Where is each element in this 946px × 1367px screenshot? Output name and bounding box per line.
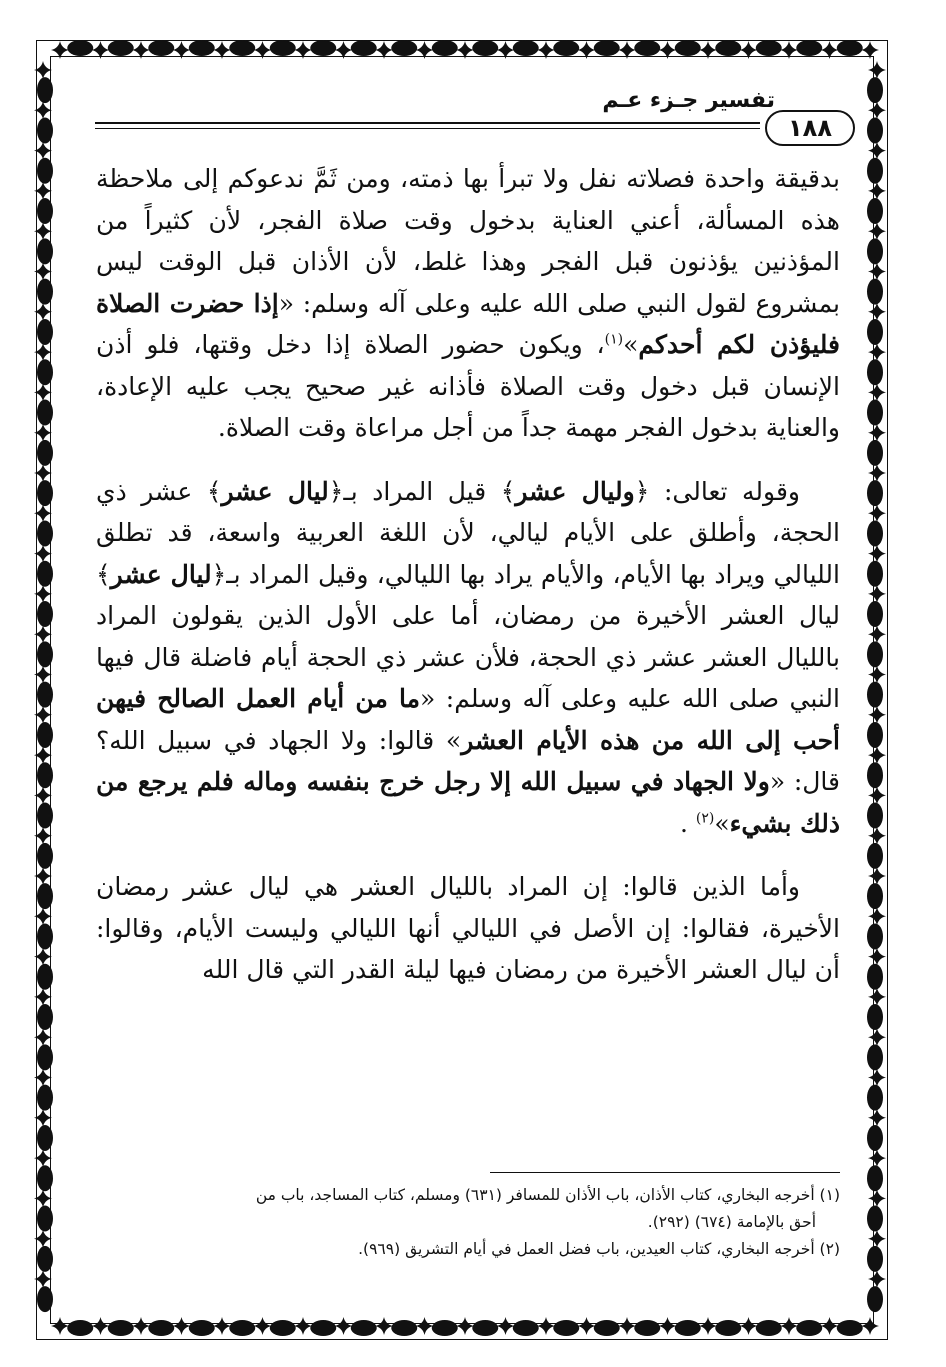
header-rule-thin <box>95 128 760 129</box>
footnote-text: (٢) أخرجه البخاري، كتاب العيدين، باب فضل العمل في أيام التشريق (٩٦٩). <box>358 1240 840 1258</box>
paragraph-1 <box>96 158 840 449</box>
quran-quote: ليال عشر <box>110 559 212 589</box>
footnote-ref-2: (٢) <box>695 810 715 827</box>
main-text <box>96 158 840 991</box>
text-run: وقوله تعالى: ﴿ <box>634 476 800 506</box>
text-run: . <box>679 808 696 838</box>
quran-quote: وليال عشر <box>515 476 635 506</box>
header-rule <box>95 122 760 124</box>
footnotes <box>80 1182 840 1263</box>
text-run: ﴾ قيل المراد بـ﴿ <box>328 476 516 506</box>
footnote-2 <box>80 1236 840 1263</box>
paragraph-3 <box>96 866 840 991</box>
text-run: » قالوا: ولا الجهاد في سبيل الله؟ قال: « <box>96 725 840 796</box>
footnote-text: أحق بالإمامة (٦٧٤) (٢٩٢). <box>647 1213 816 1231</box>
footnote-text: (١) أخرجه البخاري، كتاب الأذان، باب الأذان للمسافر (٦٣١) ومسلم، كتاب المساجد، باب من <box>255 1186 840 1204</box>
paragraph-2 <box>96 471 840 845</box>
text-run: ﴾ عشر ذي الحجة، وأطلق على الأيام ليالي، لأن اللغة العربية واسعة، قد تطلق الليالي ويراد بها الأيام، والأيام يراد بها الليالي، وقيل المراد بـ﴿ <box>96 476 840 589</box>
text-run: ﴾ ليال العشر الأخيرة من رمضان، أما على الأول الذين يقولون المراد بالليال العشر عشر ذي الحجة، فلأن عشر ذي الحجة أيام فاضلة قال فيها النبي صلى الله عليه وعلى آله وسلم: « <box>96 559 840 713</box>
text-run: » <box>714 808 730 838</box>
quran-quote: ليال عشر <box>221 476 329 506</box>
page-header <box>95 82 855 162</box>
hadith-quote: إذا حضرت الصلاة فليؤذن لكم أحدكم <box>96 288 840 359</box>
hadith-quote: ولا الجهاد في سبيل الله إلا رجل خرج بنفسه وماله فلم يرجع من ذلك بشيء <box>96 767 840 838</box>
footnote-separator <box>490 1172 840 1173</box>
text-run: بدقيقة واحدة فصلاته نفل ولا تبرأ بها ذمته، ومن ثَمَّ ندعوكم إلى ملاحظة هذه المسألة، أعني العناية بدخول وقت صلاة الفجر، لأن كثيراً من المؤذنين يؤذنون قبل الفجر وهذا غلط، لأن الأذان قبل الوقت ليس بمشروع لقول النبي صلى الله عليه وعلى آله وسلم: « <box>96 164 841 318</box>
text-run: وأما الذين قالوا: إن المراد بالليال العشر هي ليال عشر رمضان الأخيرة، فقالوا: إن الأصل في الليالي أنها الليالي وليست الأيام، وقالوا: أن ليال العشر الأخيرة من رمضان فيها ليلة القدر التي قال الله <box>96 872 840 984</box>
running-title: تفسير جـزء عـم <box>602 88 775 113</box>
page-number: ١٨٨ <box>765 110 855 146</box>
hadith-quote: ما من أيام العمل الصالح فيهن أحب إلى الله من هذه الأيام العشر <box>96 684 840 755</box>
footnote-1 <box>80 1182 840 1209</box>
text-run: ، ويكون حضور الصلاة إذا دخل وقتها، فلو أذن الإنسان قبل دخول وقت الصلاة فأذانه غير صحيح يجب عليه الإعادة، والعناية بدخول الفجر مهمة جداً من أجل مراعاة وقت الصلاة. <box>96 330 840 442</box>
text-run: » <box>623 330 639 359</box>
footnote-1-continued <box>80 1209 840 1236</box>
footnote-ref-1: (١) <box>604 331 624 348</box>
